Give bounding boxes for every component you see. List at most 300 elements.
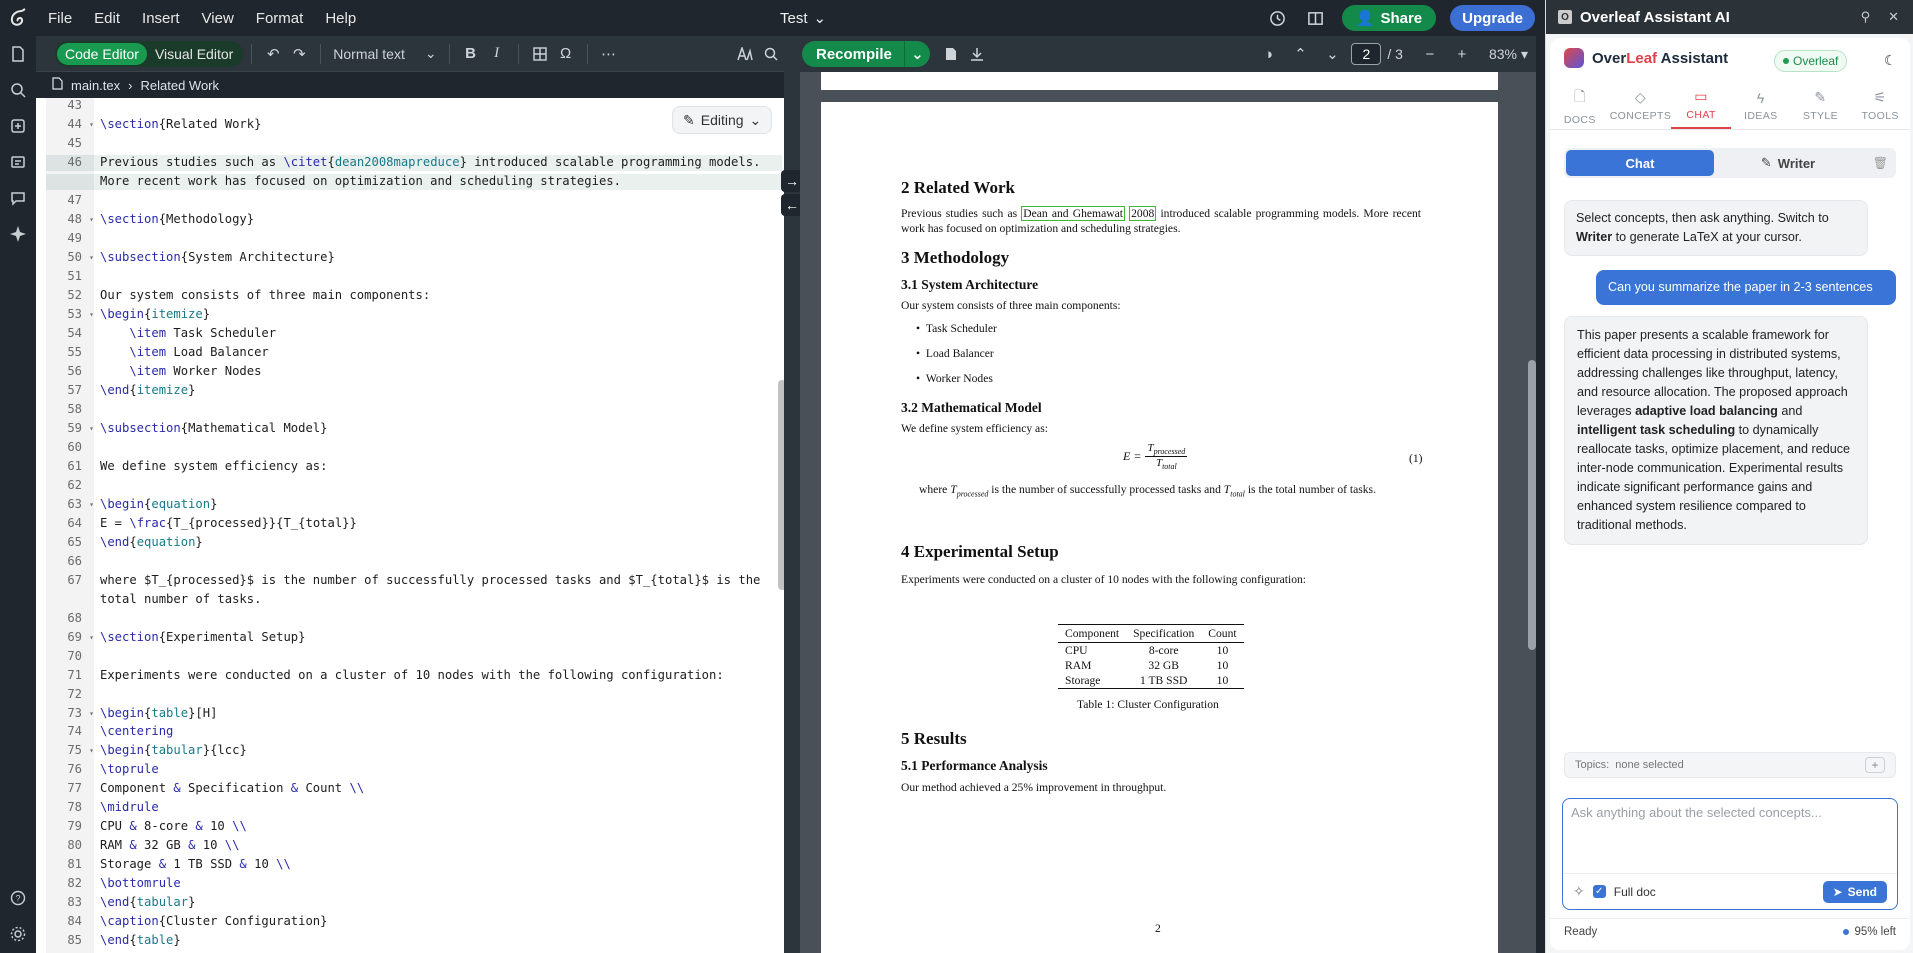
code-line[interactable]	[46, 573, 782, 589]
project-title: Test	[780, 9, 808, 27]
line-number: 45	[67, 135, 82, 150]
log-file-icon[interactable]	[938, 41, 964, 67]
connection-badge	[1774, 50, 1847, 72]
pdf-table	[1058, 624, 1244, 689]
line-text: \begin{equation}	[100, 496, 218, 511]
line-text: Component & Specification & Count \\	[100, 781, 365, 796]
code-line[interactable]	[46, 364, 782, 380]
bullet-text: Task Scheduler	[925, 322, 997, 335]
citation-link[interactable]: Dean and Ghemawat	[1023, 207, 1123, 220]
line-text: We define system efficiency as:	[100, 458, 328, 473]
message-text: to dynamically reallocate tasks, optimize placement, and reduce inter-node communication. Experimental results indicate significant performance gains and enhanced system resilience compared to traditional methods.	[1577, 423, 1851, 532]
line-number: 69 ▾	[67, 629, 94, 644]
pdf-viewer[interactable]	[800, 72, 1536, 953]
code-line[interactable]	[46, 668, 782, 684]
fold-caret-icon[interactable]: ▾	[89, 214, 94, 224]
line-number: 49	[67, 230, 82, 245]
code-line[interactable]	[46, 838, 782, 854]
line-text: Storage & 1 TB SSD & 10 \\	[100, 857, 291, 872]
next-page-icon[interactable]: ⌄	[1326, 46, 1339, 63]
table-cell: 32 GB	[1148, 659, 1179, 672]
line-text	[94, 440, 100, 456]
code-line[interactable]	[46, 876, 782, 892]
moon-icon[interactable]: ☾	[1884, 52, 1897, 68]
code-line[interactable]	[46, 307, 782, 323]
add-topic-icon[interactable]: +	[1865, 757, 1885, 773]
code-line[interactable]	[46, 136, 782, 152]
lightning-icon: ϟ	[1756, 89, 1765, 106]
upgrade-button[interactable]: Upgrade	[1450, 5, 1535, 31]
code-line[interactable]	[46, 155, 782, 171]
line-number: 57	[67, 382, 82, 397]
line-text: Our system consists of three main components:	[100, 287, 431, 302]
fold-caret-icon[interactable]: ▾	[89, 423, 94, 433]
redo-icon[interactable]: ↷	[292, 45, 306, 63]
menu-view[interactable]: View	[201, 9, 234, 27]
table-cell: Storage	[1058, 673, 1126, 689]
line-number: 44 ▾	[67, 116, 94, 131]
zoom-in-icon[interactable]: +	[1457, 45, 1467, 63]
usage-dot-icon	[1843, 929, 1849, 935]
menu-edit[interactable]: Edit	[94, 9, 121, 27]
line-text	[94, 98, 100, 114]
line-text: \section{Related Work}	[100, 116, 262, 131]
bullet-text: Load Balancer	[925, 347, 994, 360]
pane-splitter[interactable]	[784, 36, 800, 953]
user-message: Can you summarize the paper in 2-3 sentences	[1596, 270, 1896, 305]
bold-icon[interactable]: B	[465, 45, 477, 62]
code-line[interactable]	[46, 819, 782, 835]
line-text	[94, 193, 100, 209]
line-text	[94, 231, 100, 247]
usage-indicator	[1843, 926, 1896, 938]
line-text	[94, 136, 100, 152]
fold-caret-icon[interactable]: ▾	[89, 119, 94, 129]
line-number	[46, 592, 94, 608]
line-number: 84	[67, 914, 82, 929]
line-number: 68	[67, 610, 82, 625]
line-text	[94, 402, 100, 418]
table-row	[1058, 658, 1244, 673]
undo-icon[interactable]: ↶	[266, 45, 280, 63]
pdf-section-heading: 5 Results	[901, 729, 967, 748]
code-line[interactable]	[46, 554, 782, 570]
menu-insert[interactable]: Insert	[142, 9, 180, 27]
send-label: Send	[1847, 884, 1877, 899]
pdf-paragraph	[901, 206, 1421, 236]
code-line[interactable]	[46, 212, 782, 228]
fold-caret-icon[interactable]: ▾	[89, 499, 94, 509]
line-text: CPU & 8-core & 10 \\	[100, 819, 247, 834]
pdf-paragraph: We define system efficiency as:	[901, 422, 1048, 435]
table-header-row	[1058, 625, 1244, 643]
search-icon[interactable]	[758, 41, 784, 67]
line-text: \begin{table}[H]	[100, 705, 218, 720]
tab-style[interactable]	[1791, 82, 1851, 129]
assistant-tabs	[1550, 82, 1910, 130]
diamond-icon: ◇	[1634, 89, 1647, 105]
tab-label: IDEAS	[1744, 109, 1778, 122]
code-line[interactable]	[46, 857, 782, 873]
brand-part: Leaf	[1626, 49, 1658, 67]
toolbar-divider	[320, 44, 321, 64]
code-line[interactable]	[46, 440, 782, 456]
line-text: \centering	[100, 724, 174, 739]
equation-numerator: T	[1147, 442, 1154, 454]
menu-format[interactable]: Format	[255, 9, 304, 27]
code-editor[interactable]	[36, 98, 792, 953]
send-button[interactable]	[1823, 881, 1887, 903]
tab-chat[interactable]	[1671, 82, 1731, 129]
pdf-section-heading: 3 Methodology	[901, 248, 1010, 267]
equation-fraction	[1145, 442, 1187, 471]
brand-name	[1592, 50, 1728, 67]
tab-label: CONCEPTS	[1609, 110, 1672, 122]
line-text: \item Task Scheduler	[129, 325, 277, 340]
line-number: 85	[67, 933, 82, 948]
pin-icon[interactable]: ⚲	[1860, 9, 1871, 24]
chevron-down-icon[interactable]: ⌄	[904, 41, 930, 67]
recompile-button[interactable]	[802, 41, 930, 67]
history-icon[interactable]	[1266, 6, 1290, 30]
page-number-input[interactable]: 2	[1351, 43, 1381, 65]
line-number: 52	[67, 287, 82, 302]
tab-ideas[interactable]	[1731, 82, 1791, 129]
download-icon[interactable]	[964, 41, 990, 67]
pdf-text: is the number of successfully processed tasks and	[991, 483, 1221, 496]
tab-label: TOOLS	[1861, 110, 1899, 122]
arrow-left-icon[interactable]: ←	[781, 194, 803, 216]
integrations-icon[interactable]	[0, 108, 36, 144]
line-text: \end{equation}	[100, 534, 203, 549]
code-line[interactable]	[46, 402, 782, 418]
pdf-toolbar	[792, 36, 1536, 72]
tab-label: STYLE	[1802, 110, 1839, 122]
line-number: 43	[67, 98, 82, 112]
line-number: 62	[67, 477, 82, 492]
usage-text: 95% left	[1854, 925, 1896, 938]
table-cell: CPU	[1065, 644, 1088, 657]
pencil-icon: ✎	[1760, 155, 1772, 170]
add-user-icon: 👤	[1355, 10, 1375, 27]
line-number: 82	[67, 876, 82, 891]
line-number: 48 ▾	[67, 211, 94, 226]
editor-mode-switch	[55, 41, 243, 67]
line-text	[94, 478, 100, 494]
assistant-message	[1564, 316, 1868, 545]
tab-label: CHAT	[1686, 109, 1716, 121]
writer-mode-button[interactable]	[1714, 150, 1862, 176]
close-icon[interactable]: ✕	[1888, 9, 1899, 24]
table-icon[interactable]	[527, 41, 553, 67]
status-dot-icon	[1783, 58, 1789, 64]
editor-toolbar	[36, 36, 792, 72]
pdf-text: Previous studies such as	[901, 207, 1018, 220]
pdf-navigation	[1255, 41, 1528, 67]
line-number: 58	[67, 401, 82, 416]
chat-mode-button[interactable]: Chat	[1566, 150, 1714, 176]
caret-down-icon: ▾	[1520, 45, 1528, 62]
pdf-subsection-heading: 5.1 Performance Analysis	[901, 758, 1048, 773]
table-header: Component	[1058, 625, 1126, 643]
trash-icon[interactable]: 🗑	[1872, 156, 1888, 170]
pdf-paragraph: Experiments were conducted on a cluster of 10 nodes with the following configuration:	[901, 573, 1307, 586]
pdf-page	[821, 102, 1498, 953]
brand-part: Assistant	[1657, 49, 1729, 67]
message-bold: Writer	[1576, 230, 1613, 244]
chevron-down-icon: ⌄	[424, 45, 437, 61]
chat-input[interactable]	[1571, 805, 1889, 863]
line-number: 79	[67, 819, 82, 834]
fold-caret-icon[interactable]: ▾	[89, 632, 94, 642]
project-title-menu[interactable]	[780, 0, 826, 36]
code-line[interactable]	[46, 193, 782, 209]
code-line[interactable]	[46, 345, 782, 361]
pdf-text: introduced scalable programming models. More recent work has focused on optimization and scheduling strategies.	[901, 207, 1421, 235]
topics-value: none selected	[1615, 759, 1684, 771]
pdf-scrollbar[interactable]	[1528, 360, 1536, 650]
code-line[interactable]	[46, 497, 782, 513]
code-line[interactable]	[46, 288, 782, 304]
text-style-select[interactable]	[329, 45, 440, 62]
extension-icon: O	[1558, 10, 1572, 24]
line-text: \midrule	[100, 800, 159, 815]
sparkle-icon[interactable]: ✧	[1573, 883, 1585, 899]
code-line[interactable]	[46, 781, 782, 797]
more-options-icon[interactable]: ⋯	[601, 45, 617, 63]
font-settings-icon[interactable]	[732, 41, 758, 67]
code-line[interactable]	[46, 174, 782, 190]
visual-editor-toggle[interactable]: Visual Editor	[154, 45, 234, 62]
pdf-bullet-item: • Worker Nodes	[916, 372, 993, 385]
pdf-section-heading: 4 Experimental Setup	[901, 542, 1059, 561]
editing-mode-label: Editing	[700, 112, 744, 128]
line-number: 72	[67, 686, 82, 701]
composer-footer	[1563, 873, 1897, 909]
line-text: \subsection{Mathematical Model}	[100, 420, 328, 435]
code-line[interactable]	[46, 895, 782, 911]
table-cell: 8-core	[1148, 644, 1179, 657]
code-line[interactable]	[46, 933, 782, 949]
line-number: 51	[67, 268, 82, 283]
chat-writer-switch	[1564, 148, 1896, 178]
pdf-text: is the total number of tasks.	[1247, 483, 1376, 496]
code-line[interactable]	[46, 611, 782, 627]
line-text: \item Worker Nodes	[129, 363, 262, 378]
line-text: \caption{Cluster Configuration}	[100, 914, 328, 929]
previous-page-icon[interactable]: ⌃	[1294, 46, 1307, 63]
line-number: 71	[67, 667, 82, 682]
line-text: RAM & 32 GB & 10 \\	[100, 838, 240, 853]
line-text	[94, 649, 100, 665]
table-row	[1058, 673, 1244, 689]
code-line[interactable]	[46, 630, 782, 646]
equation-denominator: T	[1155, 457, 1163, 470]
line-number: 46	[46, 155, 94, 171]
message-text: and	[1777, 404, 1803, 418]
assistant-logo-icon	[1564, 48, 1584, 68]
line-text: \begin{itemize}	[100, 306, 211, 321]
line-text	[94, 611, 100, 627]
italic-icon[interactable]: I	[494, 45, 500, 61]
share-button[interactable]	[1342, 5, 1436, 31]
equation-subscript: total	[1162, 462, 1177, 472]
editing-mode-dropdown[interactable]	[672, 106, 772, 134]
chat-icon[interactable]	[0, 180, 36, 216]
code-line[interactable]	[46, 649, 782, 665]
bullet-text: Worker Nodes	[925, 372, 993, 385]
citation-link[interactable]: 2008	[1131, 207, 1155, 220]
table-header: Count	[1201, 625, 1243, 643]
line-text: \begin{tabular}{lcc}	[100, 743, 247, 758]
code-line[interactable]	[46, 269, 782, 285]
share-label: Share	[1380, 9, 1423, 27]
breadcrumb-file[interactable]: main.tex	[71, 77, 121, 93]
line-text: \section{Methodology}	[100, 211, 255, 226]
code-line[interactable]	[46, 724, 782, 740]
line-number: 80	[67, 838, 82, 853]
line-number: 81	[67, 857, 82, 872]
chevron-down-icon: ⌄	[813, 10, 827, 27]
code-line[interactable]	[46, 478, 782, 494]
line-text: total number of tasks.	[100, 591, 262, 606]
tab-tools[interactable]	[1850, 82, 1910, 129]
fold-caret-icon[interactable]: ▾	[89, 309, 94, 319]
chevron-down-icon: ⌄	[749, 111, 762, 128]
full-doc-label: Full doc	[1613, 884, 1656, 899]
tab-docs[interactable]	[1550, 82, 1610, 129]
table-header: Specification	[1126, 625, 1201, 643]
code-line[interactable]	[46, 706, 782, 722]
pdf-equation	[1123, 442, 1187, 471]
line-text: E = \frac{T_{processed}}{T_{total}}	[100, 515, 357, 530]
pdf-paragraph: where $T_{processed}$ is the number of successfully processed tasks and $T_{total}$ is the total number of tasks.	[919, 483, 1376, 499]
line-text: More recent work has focused on optimization and scheduling strategies.	[100, 173, 621, 188]
line-number: 65	[67, 534, 82, 549]
code-line[interactable]	[46, 687, 782, 703]
page-total: / 3	[1387, 46, 1403, 62]
code-line[interactable]	[46, 592, 782, 608]
pdf-paragraph: Our method achieved a 25% improvement in throughput.	[901, 781, 1167, 794]
line-number: 76	[67, 762, 82, 777]
pdf-section-heading: 2 Related Work	[901, 178, 1015, 197]
message-text: Select concepts, then ask anything. Switch to	[1576, 211, 1829, 225]
equation-subscript: total	[1230, 489, 1245, 499]
line-text: \item Load Balancer	[129, 344, 269, 359]
code-line[interactable]	[46, 459, 782, 475]
equation-number: (1)	[1409, 452, 1423, 465]
code-line[interactable]	[46, 250, 782, 266]
help-icon[interactable]	[0, 880, 36, 916]
code-line[interactable]	[46, 800, 782, 816]
pencil-icon: ✎	[683, 111, 695, 128]
line-number: 53 ▾	[67, 306, 94, 321]
overleaf-logo-icon[interactable]	[0, 0, 36, 36]
code-line[interactable]	[46, 383, 782, 399]
table-caption: Table 1: Cluster Configuration	[1077, 698, 1219, 711]
fold-caret-icon[interactable]: ▾	[89, 708, 94, 718]
zoom-out-icon[interactable]: −	[1425, 45, 1435, 63]
line-number: 50 ▾	[67, 249, 94, 264]
line-number: 75 ▾	[67, 743, 94, 758]
topics-bar	[1564, 752, 1896, 778]
file-icon	[52, 77, 63, 93]
pdf-subsection-heading: 3.2 Mathematical Model	[901, 400, 1042, 415]
line-number: 66	[67, 553, 82, 568]
code-line[interactable]	[46, 743, 782, 759]
chat-bubble-icon: ▭	[1694, 88, 1708, 104]
message-bold: intelligent task scheduling	[1577, 423, 1736, 437]
settings-gear-icon[interactable]	[0, 916, 36, 952]
menu-help[interactable]: Help	[325, 9, 357, 27]
review-icon[interactable]	[0, 144, 36, 180]
line-number: 61	[67, 458, 82, 473]
chat-composer	[1562, 798, 1898, 910]
search-icon[interactable]	[0, 72, 36, 108]
window-controls	[1861, 9, 1899, 25]
line-text: \end{itemize}	[100, 382, 196, 397]
code-line[interactable]	[46, 535, 782, 551]
menubar-actions	[1266, 0, 1535, 36]
line-text	[94, 554, 100, 570]
code-line[interactable]	[46, 231, 782, 247]
dark-mode-contrast-icon[interactable]: ◑	[1263, 45, 1273, 63]
line-number: 83	[67, 895, 82, 910]
line-text: \section{Experimental Setup}	[100, 629, 306, 644]
arrow-right-icon[interactable]: →	[781, 170, 803, 192]
zoom-select[interactable]	[1489, 46, 1528, 63]
equation-subscript: processed	[1153, 447, 1186, 457]
table-cell: RAM	[1065, 659, 1092, 672]
breadcrumb-section[interactable]: Related Work	[140, 77, 219, 93]
menu-file[interactable]: File	[48, 9, 73, 27]
ai-sparkle-icon[interactable]	[0, 216, 36, 252]
code-line[interactable]	[46, 914, 782, 930]
code-line[interactable]	[46, 516, 782, 532]
code-line[interactable]	[46, 326, 782, 342]
text-style-value: Normal text	[333, 45, 405, 62]
line-number: 77	[67, 781, 82, 796]
breadcrumb	[36, 72, 792, 98]
line-number: 67	[67, 572, 82, 587]
tab-concepts[interactable]	[1610, 82, 1672, 129]
full-doc-checkbox[interactable]: ✓	[1593, 885, 1606, 898]
sliders-icon: ⚟	[1873, 89, 1887, 105]
pdf-bullet-item: • Load Balancer	[916, 347, 994, 360]
code-line[interactable]	[46, 421, 782, 437]
pdf-text: where	[919, 483, 948, 496]
toolbar-divider	[518, 44, 519, 64]
line-number: 70	[67, 648, 82, 663]
file-tree-icon[interactable]	[0, 36, 36, 72]
line-text	[94, 687, 100, 703]
line-number: 55	[67, 344, 82, 359]
fold-caret-icon[interactable]: ▾	[89, 252, 94, 262]
document-icon: 🗋	[1574, 87, 1586, 104]
tab-label: DOCS	[1563, 113, 1596, 126]
table-cell: 10	[1201, 673, 1243, 689]
line-text: \toprule	[100, 762, 159, 777]
line-number: 73 ▾	[67, 705, 94, 720]
code-editor-toggle[interactable]: Code Editor	[57, 43, 147, 65]
layout-icon[interactable]	[1304, 6, 1328, 30]
symbol-omega-icon[interactable]: Ω	[559, 45, 572, 62]
fold-caret-icon[interactable]: ▾	[89, 746, 94, 756]
code-line[interactable]	[46, 762, 782, 778]
menu-bar	[0, 0, 1545, 36]
svg-text:?: ?	[15, 893, 21, 904]
assistant-panel	[1545, 0, 1913, 953]
